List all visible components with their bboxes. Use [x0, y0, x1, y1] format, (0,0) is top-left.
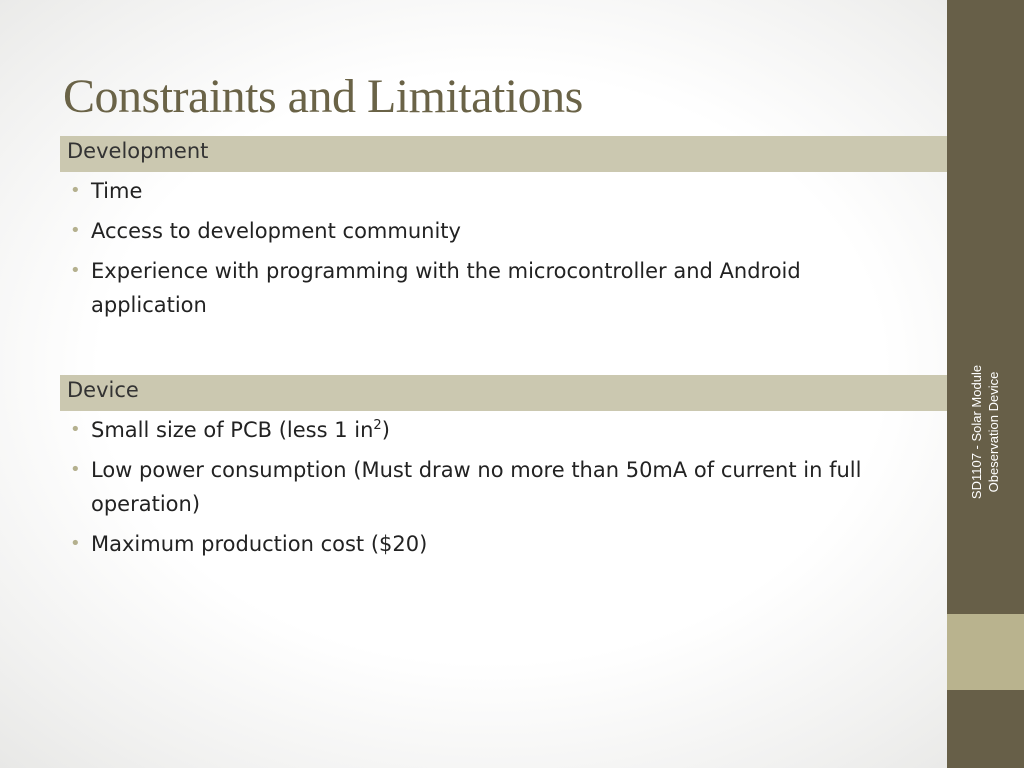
- footer-line-2: Obeservation Device: [986, 371, 1001, 493]
- bullet-dot-icon: •: [70, 419, 81, 440]
- bullet-item: [60, 214, 910, 248]
- section-header-development: [60, 136, 947, 172]
- bullet-item: [60, 453, 910, 521]
- section-header-label: Device: [67, 378, 139, 402]
- bullet-dot-icon: •: [70, 220, 81, 241]
- bullet-list-development: [60, 174, 910, 328]
- bullet-text: Time: [91, 179, 143, 203]
- section-header-device: [60, 375, 947, 411]
- bullet-text-suffix: ): [381, 418, 390, 442]
- bullet-item: [60, 527, 910, 561]
- superscript: 2: [373, 418, 382, 433]
- bullet-text: Maximum production cost ($20): [91, 532, 428, 556]
- bullet-dot-icon: •: [70, 459, 81, 480]
- bullet-item: [60, 413, 910, 447]
- bullet-dot-icon: •: [70, 180, 81, 201]
- bullet-text: Low power consumption (Must draw no more than 50mA of current in full operation): [91, 458, 862, 516]
- sidebar: [947, 0, 1024, 768]
- section-header-label: Development: [67, 139, 209, 163]
- bullet-item: [60, 254, 910, 322]
- slide-footer: [968, 332, 1002, 532]
- sidebar-accent-block: [947, 614, 1024, 690]
- bullet-dot-icon: •: [70, 260, 81, 281]
- bullet-list-device: [60, 413, 910, 567]
- bullet-item: [60, 174, 910, 208]
- bullet-dot-icon: •: [70, 533, 81, 554]
- bullet-text-main: Small size of PCB (less 1 in: [91, 418, 374, 442]
- footer-line-1: SD1107 - Solar Module: [969, 364, 984, 500]
- bullet-text: Experience with programming with the microcontroller and Android application: [91, 259, 801, 317]
- bullet-text: [91, 418, 390, 442]
- bullet-text: Access to development community: [91, 219, 461, 243]
- slide-title: Constraints and Limitations: [63, 70, 583, 123]
